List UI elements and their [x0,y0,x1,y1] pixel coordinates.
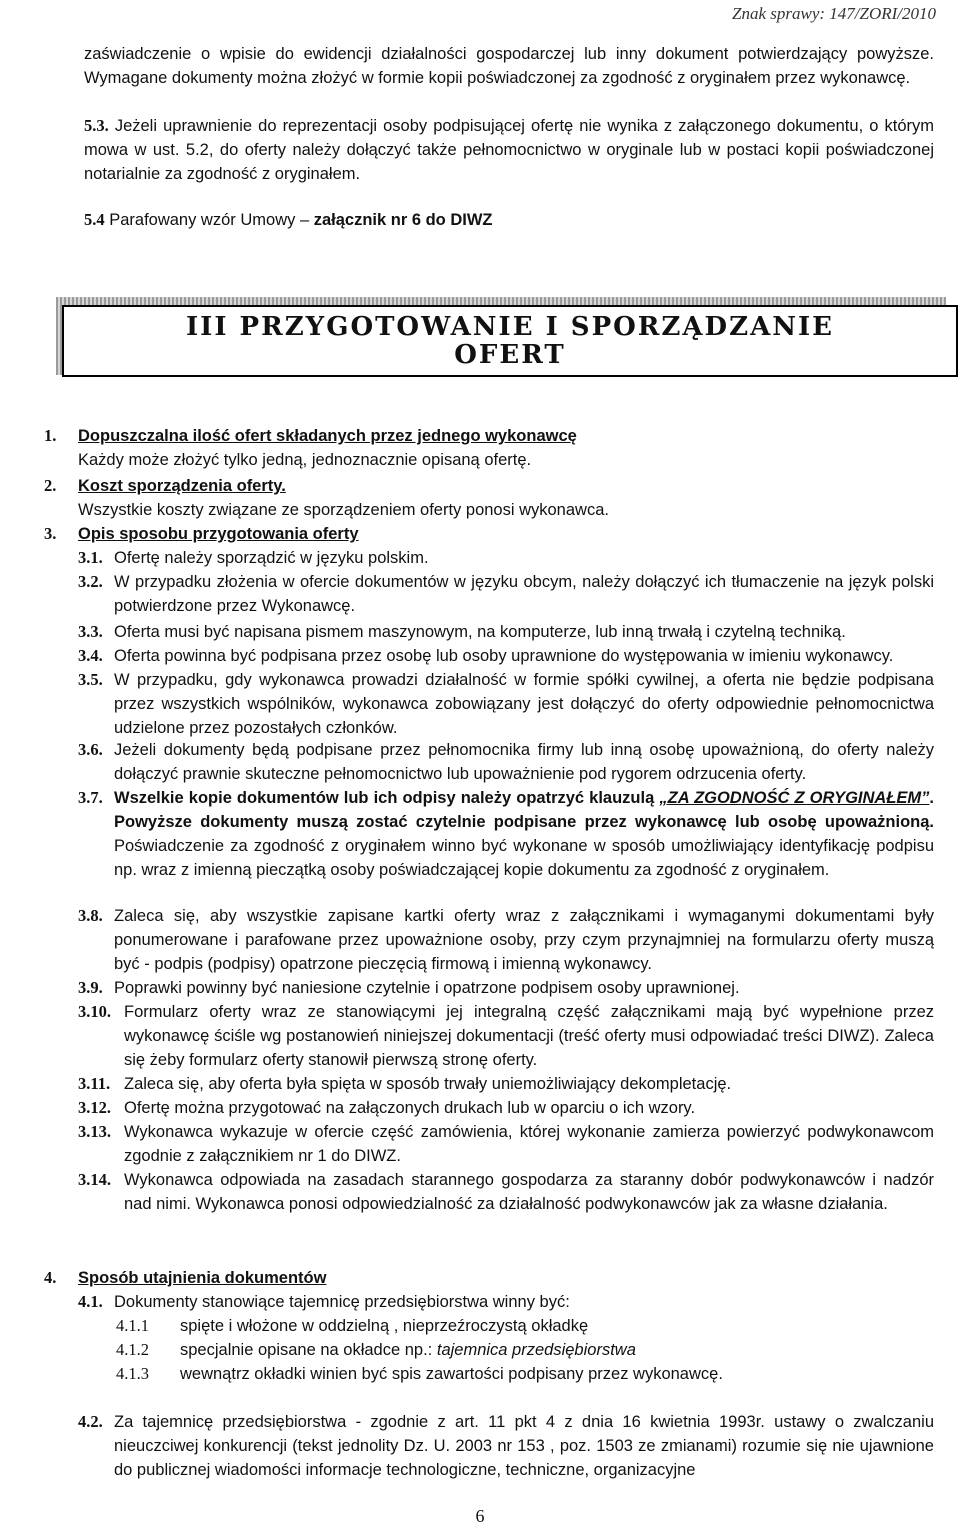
list-item [78,546,934,570]
banner-title-line1: III PRZYGOTOWANIE I SPORZĄDZANIE [186,312,834,342]
item-number: 3.1. [78,548,103,567]
intro-paragraph: zaświadczenie o wpisie do ewidencji działalności gospodarczej lub inny dokument potwierdzający powyższe. Wymagane dokumenty można złożyć w formie kopii poświadczonej za zgodność z oryginałem przez wykonawcę. [84,45,934,87]
item-number: 3.10. [78,1002,111,1021]
item-text: Zaleca się, aby oferta była spięta w sposób trwały uniemożliwiający dekompletację. [124,1075,732,1093]
section-4-heading [44,1266,934,1290]
list-item [78,570,934,618]
item-text: Wykonawca odpowiada na zasadach starannego gospodarza za staranny dobór podwykonawców i nadzór nad nimi. Wykonawca ponosi odpowiedzialność za działalność podwykonawców jak za własne działania. [124,1171,934,1213]
item-text [114,786,934,882]
list-item [78,904,934,976]
paragraph-5-4 [84,208,934,232]
item-number: 3.3. [78,622,103,641]
item-number: 3.9. [78,978,103,997]
paragraph-number: 5.4 [84,210,105,229]
item-number: 3.7. [78,788,103,807]
item-number: 3.4. [78,646,103,665]
item-text: Wykonawca wykazuje w ofercie część zamówienia, której wykonanie zamierza powierzyć podwykonawcom zgodnie z załącznikiem nr 1 do DIWZ. [124,1123,934,1165]
list-item [78,644,934,668]
section-number: 2. [44,476,57,495]
item-text: W przypadku złożenia w ofercie dokumentów w języku obcym, należy dołączyć ich tłumaczenie na język polski potwierdzone przez Wykonawcę. [114,573,934,615]
list-item [78,1096,934,1120]
paragraph-5-3 [84,114,934,186]
item-text: Poprawki powinny być naniesione czytelnie i opatrzone podpisem osoby uprawnionej. [114,979,740,997]
section-title: Sposób utajnienia dokumentów [78,1269,327,1287]
item-text: W przypadku, gdy wykonawca prowadzi działalność w formie spółki cywilnej, a oferta nie będzie podpisana przez wszystkich wspólników, wykonawca zobowiązany jest dołączyć do oferty odpowiednie pełnomocnictwa udzielone przez pozostałych członków. [114,671,934,737]
item-number: 3.2. [78,572,103,591]
list-item [78,976,934,1000]
list-item [78,668,934,740]
section-title: Opis sposobu przygotowania oferty [78,525,359,543]
case-reference: Znak sprawy: 147/ZORI/2010 [732,4,936,23]
item-text: Ofertę można przygotować na załączonych drukach lub w oparciu o ich wzory. [124,1099,696,1117]
section-number: 4. [44,1268,57,1287]
section-2-heading [44,474,934,498]
sub-item-number: 4.1.1 [116,1316,149,1335]
item-text: Za tajemnicę przedsiębiorstwa - zgodnie z art. 11 pkt 4 z dnia 16 kwietnia 1993r. ustawy o zwalczaniu nieuczciwej konkurencji (tekst jednolity Dz. U. 2003 nr 153 , poz. 1503 ze zmianami) rozumie się nie ujawnione do publicznej wiadomości informacje technologiczne, techniczne, organizacyjne [114,1413,934,1479]
section-1-heading [44,424,934,448]
list-item [78,1168,934,1216]
section-number: 3. [44,524,57,543]
section-number: 1. [44,426,57,445]
item-text: Jeżeli dokumenty będą podpisane przez pełnomocnika firmy lub inną osobę upoważnioną, do oferty należy dołączyć prawnie skuteczne pełnomocnictwo lub upoważnienie pod rygorem odrzucenia oferty. [114,741,934,783]
sub-item-text: specjalnie opisane na okładce np.: [180,1341,433,1359]
item-number: 4.2. [78,1412,103,1431]
item-number: 3.6. [78,740,103,759]
clause-detail: Poświadczenie za zgodność z oryginałem winno być wykonane w sposób umożliwiający identyfikację podpisu np. wraz z imienną pieczątką osoby poświadczającej kopie dokumentu za zgodność z oryginałem. [114,837,934,879]
section-1-body: Każdy może złożyć tylko jedną, jednoznacznie opisaną ofertę. [78,451,532,469]
paragraph-text: Jeżeli uprawnienie do reprezentacji osoby podpisującej ofertę nie wynika z załączonego dokumentu, o którym mowa w ust. 5.2, do oferty należy dołączyć także pełnomocnictwo w oryginale lub w postaci kopii poświadczonej notarialnie za zgodność z oryginałem. [84,117,934,183]
item-number: 3.8. [78,906,103,925]
item-text: Formularz oferty wraz ze stanowiącymi jej integralną część załącznikami mają być wypełnione przez wykonawcę ściśle wg postanowień niniejszej dokumentacji (treść oferty musi odpowiadać treści DIWZ). Zaleca się żeby formularz oferty stanowił pierwszą stronę oferty. [124,1003,934,1069]
item-number: 3.11. [78,1074,111,1093]
sub-item [116,1314,588,1338]
list-item [78,620,934,644]
attachment-reference: załącznik nr 6 do DIWZ [313,211,493,229]
clause-requirement: . Powyższe dokumenty muszą zostać czytelnie podpisane przez wykonawcę lub osobę upoważnioną. [114,789,934,831]
section-title: Koszt sporządzenia oferty. [78,477,286,495]
banner-title-line2: OFERT [454,340,566,370]
section-3-heading [44,522,934,546]
list-item [78,738,934,786]
sub-item-text: wewnątrz okładki winien być spis zawartości podpisany przez wykonawcę. [180,1365,723,1383]
section-banner [52,297,960,385]
page-number: 6 [475,1506,485,1526]
item-number: 3.13. [78,1122,111,1141]
list-item [78,1120,934,1168]
item-text: Zaleca się, aby wszystkie zapisane kartki oferty wraz z załącznikami i wymaganymi dokumentami były ponumerowane i parafowane przez upoważnione osoby, przy czym przynajmniej na formularzu oferty muszą być - podpis (podpisy) opatrzone pieczęcią firmową i imienną wykonawcy. [114,907,934,973]
paragraph-text: Parafowany wzór Umowy – [109,211,310,229]
list-item-4-1 [78,1290,934,1314]
item-number: 3.12. [78,1098,111,1117]
sub-item [116,1338,636,1362]
list-item-4-2 [78,1410,934,1482]
item-text: Dokumenty stanowiące tajemnicę przedsiębiorstwa winny być: [114,1293,570,1311]
item-number: 3.5. [78,670,103,689]
item-number: 3.14. [78,1170,111,1189]
item-number: 4.1. [78,1292,103,1311]
sub-item-number: 4.1.3 [116,1364,149,1383]
sub-item [116,1362,723,1386]
clause-quote: „ZA ZGODNOŚĆ Z ORYGINAŁEM” [659,789,930,807]
banner-box [62,305,958,377]
list-item [78,1000,934,1072]
section-2-body: Wszystkie koszty związane ze sporządzeniem oferty ponosi wykonawca. [78,501,609,519]
item-text: Oferta musi być napisana pismem maszynowym, na komputerze, lub inną trwałą i czytelną techniką. [114,623,846,641]
list-item [78,1072,934,1096]
sub-item-number: 4.1.2 [116,1340,149,1359]
sub-item-italic: tajemnica przedsiębiorstwa [436,1341,636,1359]
list-item-3-7 [78,786,934,882]
clause-intro: Wszelkie kopie dokumentów lub ich odpisy należy opatrzyć klauzulą [114,789,655,807]
sub-item-text: spięte i włożone w oddzielną , nieprzeźroczystą okładkę [180,1317,589,1335]
item-text: Oferta powinna być podpisana przez osobę lub osoby uprawnione do występowania w imieniu wykonawcy. [114,647,894,665]
section-title: Dopuszczalna ilość ofert składanych przez jednego wykonawcę [78,427,577,445]
item-text: Ofertę należy sporządzić w języku polskim. [114,549,429,567]
paragraph-number: 5.3. [84,116,109,135]
